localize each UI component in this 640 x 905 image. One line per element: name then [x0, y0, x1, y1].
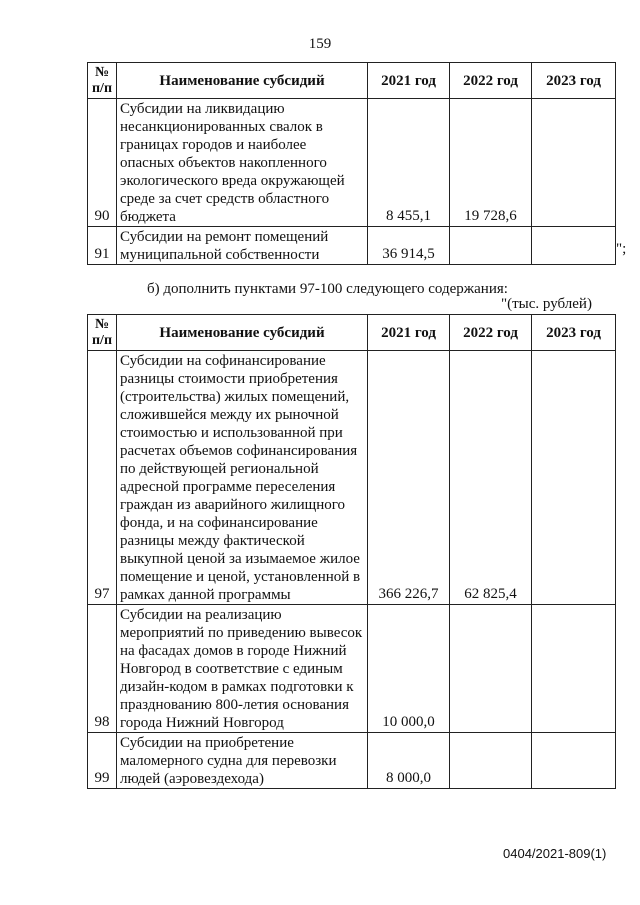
table-row	[88, 99, 616, 227]
table-header-row	[88, 63, 616, 99]
value-2022	[450, 605, 532, 733]
row-number: 99	[88, 733, 117, 789]
header-subsidy-name: Наименование субсидий	[117, 63, 368, 99]
subsidies-table-continued	[87, 62, 616, 265]
table-row	[88, 227, 616, 265]
page-number: 159	[308, 36, 332, 52]
header-subsidy-name: Наименование субсидий	[117, 315, 368, 351]
value-2023	[532, 605, 616, 733]
value-2021: 36 914,5	[368, 227, 450, 265]
row-number: 98	[88, 605, 117, 733]
subsidy-name: Субсидии на ликвидацию несанкционированных свалок в границах городов и наиболее опасных объектов накопленного экологического вреда окружающей среде за счет средств областного бюджета	[117, 99, 368, 227]
subsidy-name: Субсидии на приобретение маломерного судна для перевозки людей (аэровездехода)	[117, 733, 368, 789]
table-header-row	[88, 315, 616, 351]
subsidies-table-additions	[87, 314, 616, 789]
subsidy-name: Субсидии на софинансирование разницы стоимости приобретения (строительства) жилых помещений, сложившейся между их рыночной стоимостью и использованной при расчетах объемов софинансирования по действующей региональной адресной программе переселения граждан из аварийного жилищного фонда, и на софинансирование разницы между фактической выкупной ценой за изымаемое жилое помещение и ценой, установленной в рамках данной программы	[117, 351, 368, 605]
value-2022	[450, 227, 532, 265]
row-number: 97	[88, 351, 117, 605]
header-2023: 2023 год	[532, 63, 616, 99]
table-row	[88, 351, 616, 605]
value-2022: 19 728,6	[450, 99, 532, 227]
document-code: 0404/2021-809(1)	[503, 846, 607, 861]
closing-quote: ";	[616, 241, 627, 257]
subsidy-name: Субсидии на ремонт помещений муниципальной собственности	[117, 227, 368, 265]
header-2022: 2022 год	[450, 63, 532, 99]
header-number: № п/п	[88, 63, 117, 99]
value-2021: 10 000,0	[368, 605, 450, 733]
value-2021: 366 226,7	[368, 351, 450, 605]
row-number: 90	[88, 99, 117, 227]
value-2023	[532, 733, 616, 789]
value-2021: 8 000,0	[368, 733, 450, 789]
amendment-text: б) дополнить пунктами 97-100 следующего содержания:	[147, 281, 508, 297]
value-2022: 62 825,4	[450, 351, 532, 605]
row-number: 91	[88, 227, 117, 265]
value-2022	[450, 733, 532, 789]
value-2023	[532, 99, 616, 227]
value-2023	[532, 351, 616, 605]
subsidy-name: Субсидии на реализацию мероприятий по приведению вывесок на фасадах домов в городе Нижний Новгород в соответствие с единым дизайн-кодом в рамках подготовки к празднованию 800-летия основания города Нижний Новгород	[117, 605, 368, 733]
header-2021: 2021 год	[368, 63, 450, 99]
value-2023	[532, 227, 616, 265]
header-2021: 2021 год	[368, 315, 450, 351]
header-2023: 2023 год	[532, 315, 616, 351]
header-2022: 2022 год	[450, 315, 532, 351]
table-row	[88, 733, 616, 789]
unit-label: "(тыс. рублей)	[501, 296, 592, 312]
table-row	[88, 605, 616, 733]
value-2021: 8 455,1	[368, 99, 450, 227]
header-number: № п/п	[88, 315, 117, 351]
